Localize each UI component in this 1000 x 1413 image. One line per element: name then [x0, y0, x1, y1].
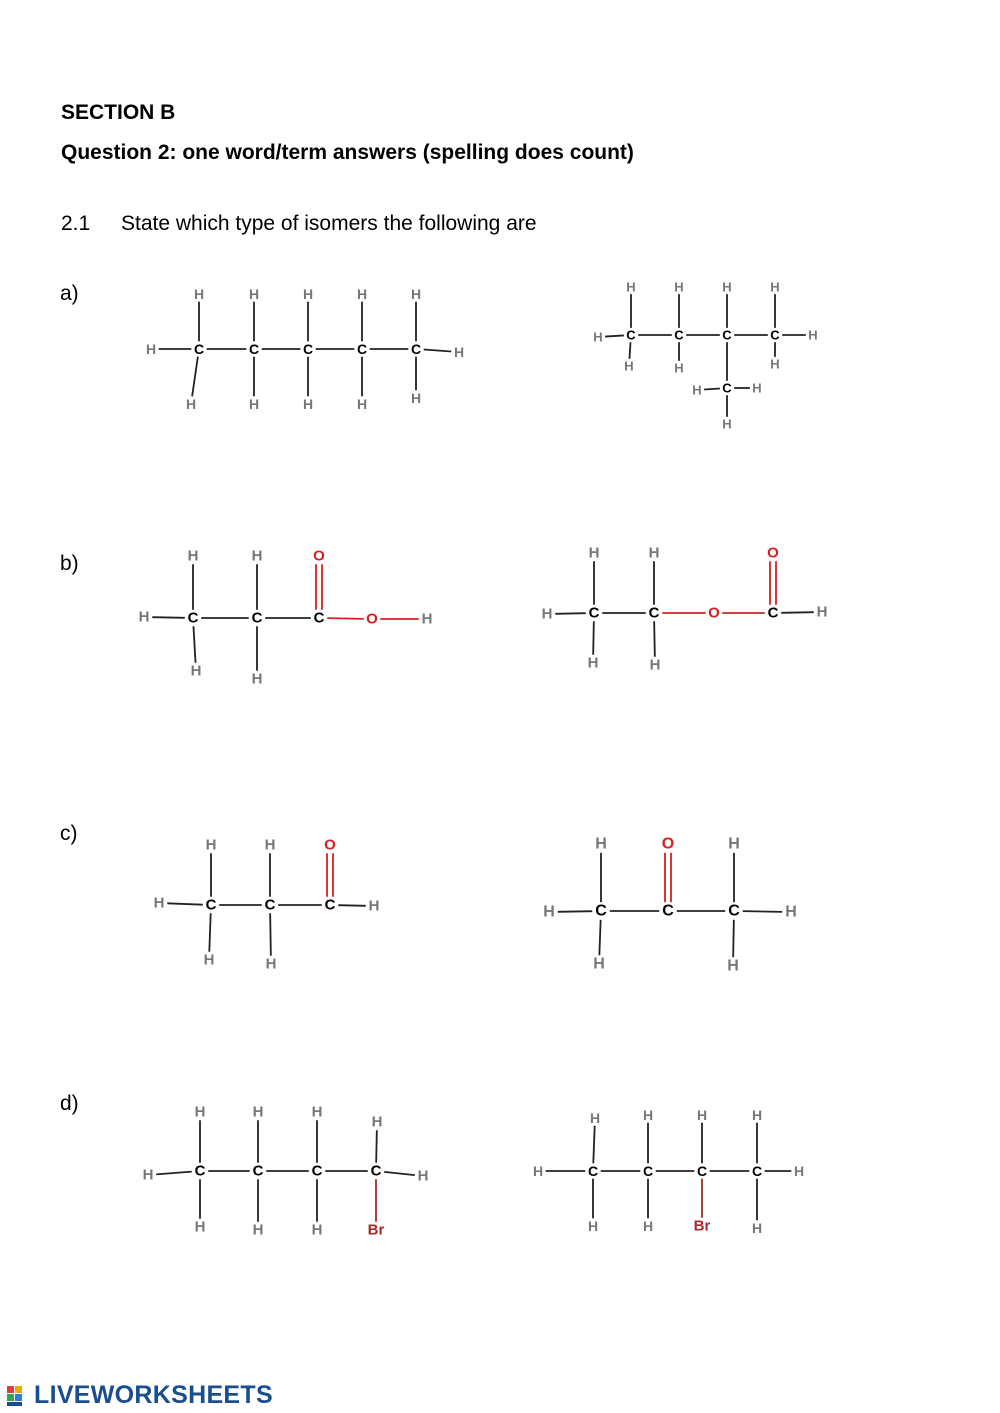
- propanone-atom-hydrogen: H: [595, 835, 607, 853]
- propanal-atom-hydrogen: H: [265, 955, 277, 973]
- ethyl-methanoate-atom-hydrogen: H: [588, 544, 600, 562]
- footer-brand: [6, 1381, 273, 1410]
- pentane-atom-carbon: C: [248, 341, 260, 357]
- pentane-atom-hydrogen: H: [356, 286, 368, 302]
- bromobutane-1-atom-hydrogen: H: [311, 1221, 323, 1239]
- propanal-atom-hydrogen: H: [264, 836, 276, 854]
- propanone-bond: [733, 920, 734, 957]
- pentane-atom-hydrogen: H: [356, 396, 368, 412]
- propanone-bond: [558, 911, 592, 912]
- methylbutane-atom-hydrogen: H: [624, 358, 634, 374]
- methylbutane-atom-carbon: C: [722, 380, 732, 396]
- ethyl-methanoate-bond: [593, 621, 594, 655]
- propanone-bond: [743, 911, 782, 912]
- methylbutane-bond: [704, 388, 720, 389]
- pentane-atom-carbon: C: [410, 341, 422, 357]
- ethyl-methanoate-atom-oxygen: O: [767, 544, 779, 562]
- propanoic-acid-bond: [152, 617, 185, 618]
- bromobutane-1-bond: [156, 1172, 192, 1175]
- pentane-atom-hydrogen: H: [410, 286, 422, 302]
- propanone-atom-hydrogen: H: [543, 903, 555, 921]
- part-label-d: d): [60, 1092, 79, 1115]
- propanal-atom-oxygen: O: [324, 836, 336, 854]
- part-label-b: b): [60, 552, 79, 575]
- liveworksheets-logo-icon: [6, 1384, 32, 1408]
- propanal-bond: [338, 905, 366, 906]
- section-title: SECTION B: [61, 101, 176, 124]
- part-label-a: a): [60, 282, 79, 305]
- propanoic-acid-atom-oxygen: O: [366, 610, 378, 628]
- methylbutane-atom-hydrogen: H: [722, 279, 732, 295]
- bromobutane-2-atom-hydrogen: H: [696, 1107, 708, 1123]
- bromobutane-2-atom-hydrogen: H: [642, 1218, 654, 1234]
- bromobutane-1-atom-hydrogen: H: [142, 1166, 154, 1184]
- bromobutane-2-atom-hydrogen: H: [587, 1218, 599, 1234]
- propanoic-acid-atom-hydrogen: H: [251, 547, 263, 565]
- methylbutane-atom-hydrogen: H: [674, 279, 684, 295]
- bromobutane-1-atom-carbon: C: [311, 1162, 323, 1180]
- pentane-atom-carbon: C: [356, 341, 368, 357]
- bromobutane-1-atom-carbon: C: [194, 1162, 206, 1180]
- propanal-bond: [167, 903, 203, 904]
- bromobutane-2-atom-carbon: C: [642, 1163, 654, 1179]
- footer-brand-text: LIVEWORKSHEETS: [34, 1381, 273, 1409]
- pentane-atom-hydrogen: H: [145, 341, 157, 357]
- methylbutane-atom-hydrogen: H: [593, 329, 603, 345]
- bromobutane-2-atom-hydrogen: H: [751, 1107, 763, 1123]
- bromobutane-2-atom-hydrogen: H: [642, 1107, 654, 1123]
- bromobutane-1-atom-hydrogen: H: [194, 1103, 206, 1121]
- bromobutane-1-atom-carbon: C: [370, 1162, 382, 1180]
- pentane-atom-hydrogen: H: [185, 396, 197, 412]
- methylbutane-atom-hydrogen: H: [770, 356, 780, 372]
- propanoic-acid-atom-carbon: C: [313, 609, 325, 627]
- propanoic-acid-bond: [193, 626, 195, 663]
- bromobutane-2-atom-carbon: C: [751, 1163, 763, 1179]
- propanoic-acid-atom-hydrogen: H: [187, 547, 199, 565]
- propanoic-acid-bond: [327, 618, 364, 619]
- propanal-atom-carbon: C: [205, 896, 217, 914]
- question-number: 2.1: [61, 212, 91, 235]
- bromobutane-2-atom-hydrogen: H: [793, 1163, 805, 1179]
- bromobutane-2-atom-hydrogen: H: [532, 1163, 544, 1179]
- methylbutane-atom-carbon: C: [626, 327, 636, 343]
- propanone-atom-hydrogen: H: [785, 903, 797, 921]
- methylbutane-atom-carbon: C: [674, 327, 684, 343]
- pentane-atom-hydrogen: H: [302, 286, 314, 302]
- pentane-atom-hydrogen: H: [248, 286, 260, 302]
- bromobutane-1-bond: [384, 1172, 415, 1175]
- bromobutane-1-atom-hydrogen: H: [371, 1113, 383, 1131]
- propanal-atom-carbon: C: [264, 896, 276, 914]
- question-prompt: State which type of isomers the following are: [121, 212, 537, 235]
- propanoic-acid-atom-hydrogen: H: [190, 662, 202, 680]
- pentane-atom-hydrogen: H: [410, 390, 422, 406]
- methylbutane-atom-hydrogen: H: [770, 279, 780, 295]
- ethyl-methanoate-atom-oxygen: O: [708, 604, 720, 622]
- pentane-atom-carbon: C: [302, 341, 314, 357]
- bromobutane-2-atom-carbon: C: [587, 1163, 599, 1179]
- methylbutane-atom-hydrogen: H: [626, 279, 636, 295]
- ethyl-methanoate-atom-hydrogen: H: [541, 605, 553, 623]
- bromobutane-2-atom-carbon: C: [696, 1163, 708, 1179]
- propanal-bond: [270, 913, 271, 956]
- methylbutane-atom-hydrogen: H: [692, 382, 702, 398]
- ethyl-methanoate-atom-carbon: C: [648, 604, 660, 622]
- bromobutane-2-atom-hydrogen: H: [751, 1220, 763, 1236]
- pentane-bond: [192, 357, 198, 397]
- ethyl-methanoate-atom-hydrogen: H: [648, 544, 660, 562]
- question-title: Question 2: one word/term answers (spelling does count): [61, 141, 634, 164]
- propanoic-acid-atom-oxygen: O: [313, 547, 325, 565]
- propanal-atom-hydrogen: H: [153, 894, 165, 912]
- propanone-atom-oxygen: O: [661, 835, 675, 853]
- ethyl-methanoate-bond: [555, 613, 586, 614]
- propanoic-acid-atom-hydrogen: H: [138, 608, 150, 626]
- propanone-atom-carbon: C: [595, 902, 607, 920]
- pentane-atom-hydrogen: H: [193, 286, 205, 302]
- methylbutane-atom-carbon: C: [722, 327, 732, 343]
- bromobutane-1-atom-hydrogen: H: [252, 1103, 264, 1121]
- propanone-atom-hydrogen: H: [593, 955, 605, 973]
- propanone-atom-carbon: C: [728, 902, 740, 920]
- bromobutane-2-atom-hydrogen: H: [589, 1110, 601, 1126]
- propanone-atom-hydrogen: H: [727, 957, 739, 975]
- propanal-bond: [209, 913, 210, 952]
- propanal-atom-hydrogen: H: [203, 951, 215, 969]
- methylbutane-atom-hydrogen: H: [808, 327, 818, 343]
- methylbutane-atom-carbon: C: [770, 327, 780, 343]
- propanone-bond: [599, 920, 600, 955]
- bromobutane-1-atom-hydrogen: H: [252, 1221, 264, 1239]
- ethyl-methanoate-bond: [781, 612, 814, 613]
- propanal-atom-carbon: C: [324, 896, 336, 914]
- bromobutane-1-atom-carbon: C: [252, 1162, 264, 1180]
- ethyl-methanoate-atom-carbon: C: [767, 604, 779, 622]
- propanal-atom-hydrogen: H: [368, 897, 380, 915]
- bromobutane-1-bond: [376, 1130, 377, 1163]
- methylbutane-atom-hydrogen: H: [722, 416, 732, 432]
- bromobutane-1-atom-hydrogen: H: [194, 1218, 206, 1236]
- propanoic-acid-atom-hydrogen: H: [421, 610, 433, 628]
- methylbutane-atom-hydrogen: H: [752, 380, 762, 396]
- bromobutane-2-bond: [593, 1126, 594, 1164]
- ethyl-methanoate-atom-hydrogen: H: [816, 603, 828, 621]
- bromobutane-1-atom-bromine: Br: [367, 1221, 385, 1239]
- ethyl-methanoate-atom-hydrogen: H: [649, 656, 661, 674]
- ethyl-methanoate-bond: [654, 621, 655, 657]
- methylbutane-bond: [629, 342, 630, 359]
- pentane-atom-hydrogen: H: [453, 344, 465, 360]
- pentane-atom-carbon: C: [193, 341, 205, 357]
- propanone-atom-carbon: C: [662, 902, 674, 920]
- pentane-bond: [424, 350, 452, 352]
- bromobutane-2-atom-bromine: Br: [693, 1217, 711, 1235]
- ethyl-methanoate-atom-carbon: C: [588, 604, 600, 622]
- methylbutane-bond: [605, 335, 624, 336]
- propanoic-acid-atom-carbon: C: [251, 609, 263, 627]
- pentane-atom-hydrogen: H: [302, 396, 314, 412]
- bromobutane-1-atom-hydrogen: H: [417, 1167, 429, 1185]
- propanal-atom-hydrogen: H: [205, 836, 217, 854]
- part-label-c: c): [60, 822, 78, 845]
- bromobutane-1-atom-hydrogen: H: [311, 1103, 323, 1121]
- pentane-atom-hydrogen: H: [248, 396, 260, 412]
- propanoic-acid-atom-carbon: C: [187, 609, 199, 627]
- ethyl-methanoate-atom-hydrogen: H: [587, 654, 599, 672]
- propanone-atom-hydrogen: H: [728, 835, 740, 853]
- methylbutane-atom-hydrogen: H: [674, 360, 684, 376]
- propanoic-acid-atom-hydrogen: H: [251, 670, 263, 688]
